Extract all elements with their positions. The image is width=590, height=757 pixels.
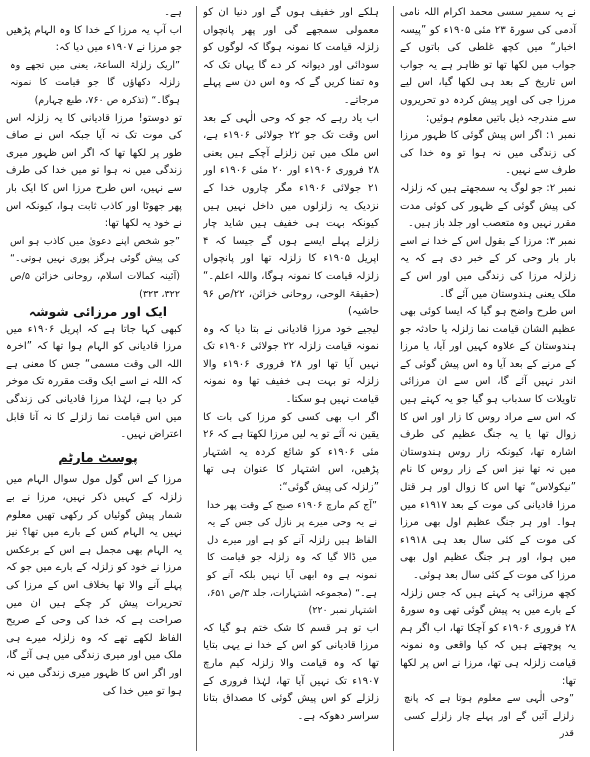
body-paragraph: کبھی کہا جاتا ہے کہ اپریل ۱۹۰۶ء میں مرزا قادیانی کو الہام ہوا تھا کہ ”اخرہ اللہ الی وقت مسمی“ جس کا معنی ہے کہ اللہ نے اسے ایک وقت مقررہ تک موخر کر دیا ہے، لہٰذا مرزا قادیانی کی زندگی میں اس قیامت نما زلزلے کا نہ آنا قابل اعتراض نہیں۔: [6, 323, 182, 441]
body-paragraph: تو دوستو! مرزا قادیانی کا یہ زلزلہ اس کی موت تک نہ آیا جبکہ اس نے صاف طور پر لکھا تھا کہ اگر اس ظہور میری زندگی میں نہ ہوا تو میں خدا کی طرف سے نہیں، اس طرح مرزا اس کا ایک بار پھر جھوٹا اور کاذب ثابت ہوا، کیونکہ اس نے خود یہ لکھا تھا:: [6, 112, 182, 230]
body-paragraph: اب یاد رہے کہ جو کہ وحی الٰہی کے بعد اس وقت تک جو ۲۲ جولائی ۱۹۰۶ء ہے، اس ملک میں تین زلزلے آچکے ہیں یعنی ۲۸ فروری ۱۹۰۶ء اور ۲۰ مئی ۱۹۰۶ء اور ۲۱ جولائی ۱۹۰۶ء مگر چاروں خدا کے نزدیک یہ زلزلوں میں داخل نہیں ہیں کیونکہ بہت ہی خفیف ہیں شاید چار زلزلے پہلے ایسے ہوں گے جیسا کہ ۴ اپریل ۱۹۰۵ء کا زلزلہ تھا اور پانچواں زلزلہ قیامت کا نمونہ ہوگا، واللہ اعلم۔“ (حقیقۃ الوحی، روحانی خزائن، ۲۲/ص ۹۶ حاشیہ): [203, 112, 380, 318]
section-heading-underlined: پوسٹ مارٹم: [58, 450, 138, 466]
body-paragraph: نمبر ۲: جو لوگ یہ سمجھتے ہیں کہ زلزلہ کی پیش گوئی کے ظہور کی کوئی مدت مقرر نہیں وہ متعصب اور جلد باز ہیں۔: [400, 182, 576, 230]
quotation-paragraph: ”اریک زلزلۃ الساعۃ، یعنی میں تجھے وہ زلزلہ دکھاؤں گا جو قیامت کا نمونہ ہوگا۔“ (تذکرہ ص ۷۶۰، طبع چہارم): [10, 59, 180, 106]
body-paragraph: نمبر ۱: اگر اس پیش گوئی کا ظہور مرزا کی زندگی میں نہ ہوا تو وہ خدا کی طرف سے نہیں۔: [400, 130, 576, 177]
column-divider: [393, 6, 394, 751]
quotation-paragraph: ”جو شخص اپنے دعویٰ میں کاذب ہو اس کی پیش گوئی ہرگز پوری نہیں ہوتی۔“ (آئینہ کمالات اسلام، روحانی خزائن ۵/ص ۳۲۲، ۳۲۳): [10, 235, 180, 300]
body-paragraph: مرزا کے اس گول مول سوال الہام میں زلزلہ کے کہیں ذکر نہیں، مرزا نے بے شمار پیش گوئیاں کر رکھی تھیں معلوم نہیں یہ الہام کس کے بارے میں تھا؟ نیز یہ الہام بھی مجمل ہے اس کے برعکس مرزا نے خود کو زلزلہ کے بارے میں جو کہ پہلے آنے والا تھا بخلاف اس کے مرزا کی تحریرات پیش کر چکے ہیں ان میں صراحت ہے کہ خدا کی وحی کے صریح الفاظ لکھے تھے کہ وہ زلزلہ میرے ہی ملک میں اور میری زندگی میں ہی آئے گا، اور اگر اس کا ظہور میری زندگی میں نہ ہوا تو میں خدا کی: [6, 474, 182, 697]
body-paragraph: اب آپ یہ مرزا کے خدا کا وہ الہام پڑھیں جو مرزا نے ۱۹۰۷ء میں دیا کہ:: [6, 24, 182, 54]
body-paragraph: ہے۔: [164, 7, 182, 18]
body-paragraph: نے یہ سمیر سسی محمد اکرام اللہ نامی آدمی کی سورۃ ۲۳ مئی ۱۹۰۵ء کو ”پیسہ اخبار“ میں کچھ غلطی کی باتوں کے جواب میں لکھا تھا تو ظاہر ہے یہ جواب اس تاریخ کے بعد ہی لکھا گیا، اس لیے مرزا جی کی اوپر پیش کردہ دو تحریروں سے مندرجہ ذیل باتیں معلوم ہوئیں:: [400, 7, 577, 124]
body-paragraph: لیجیے خود مرزا قادیانی نے بتا دیا کہ وہ نمونہ قیامت زلزلہ ۲۲ جولائی ۱۹۰۶ء تک نہیں آیا تھا اور ۲۸ فروری ۱۹۰۶ء والا زلزلہ تو بہت ہی خفیف تھا وہ نمونہ قیامت نہیں ہو سکتا۔: [203, 323, 379, 406]
section-heading: ایک اور مرزائی شوشہ: [28, 304, 168, 320]
body-paragraph: اس طرح واضح ہو گیا کہ ایسا کوئی بھی عظیم الشان قیامت نما زلزلہ یا حادثہ جو ہندوستان کے علاوہ کہیں اور آیا، یا مرزا کے مرنے کے بعد آیا وہ اس پیش گوئی کے اندر نہیں آئے گا، اس سے ان مرزائی تاویلات کا سدباب ہو گیا جو یہ کہتے ہیں کہ اس سے مراد روس کا زار اور اس کا زوال تھا یا یہ جنگ عظیم کی طرف اشارہ تھا، کیونکہ زار روس ہندوستان میں نہ تھا نیز اس کے زار روس کا نام ”نیکولاس“ تھا اس کا زوال اور ہر قتل مرزا قادیانی کی موت کے بعد ۱۹۱۷ء میں ہوا۔ اور ہر جنگ عظیم اول بھی مرزا کی موت کے کئی سال بعد ہی ۱۹۱۸ء میں ہوا، اور ہر جنگ عظیم اول بھی مرزا کی موت کے کئی سال بعد ہوئی۔: [400, 306, 576, 581]
body-paragraph: کچھ مرزائی یہ کہتے ہیں کہ جس زلزلہ کے بارے میں یہ پیش گوئی تھی وہ سورۃ ۲۸ فروری ۱۹۰۶ء کو آچکا تھا، اب اگر ہم یہ پوچھتے ہیں کہ کیا واقعی وہ نمونہ قیامت زلزلہ ہی تھا، مرزا نے اس پر لکھا تھا:: [400, 587, 577, 687]
quotation-paragraph: ”آج کم مارچ ۱۹۰۶ء صبح کے وقت پھر خدا نے یہ وحی میرے پر نازل کی جس کے یہ الفاظ ہیں زلزلہ آنے کو ہے اور میرے دل میں ڈالا گیا کہ وہ زلزلہ جو قیامت کا نمونہ ہے وہ ابھی آیا نہیں بلکہ آنے کو ہے۔“ (مجموعہ اشتہارات، جلد ۳/ص ۶۵۱، اشتہار نمبر ۲۲۰): [207, 499, 377, 617]
body-paragraph: نمبر ۳: مرزا کے بقول اس کے خدا نے اسے بار بار وحی کر کے خبر دی ہے کہ یہ زلزلہ مرزا کی زندگی میں اور اس کے ملک یعنی ہندوستان میں آئے گا۔: [400, 235, 576, 300]
text-column-left: [6, 4, 190, 757]
column-divider: [196, 6, 197, 751]
body-paragraph: ہلکے اور خفیف ہوں گے اور دنیا ان کو معمولی سمجھے گی اور پھر پانچواں زلزلہ قیامت کا نمونہ ہوگا کہ لوگوں کو سودائی اور دیوانہ کر دے گا یہاں تک کہ وہ تمنا کریں گے کہ وہ اس دن سے پہلے مرجاتے۔: [203, 7, 379, 106]
quotation-paragraph: ”وحی الٰہی سے معلوم ہوتا ہے کہ پانچ زلزلے آئیں گے اور پہلے چار زلزلے کسی قدر: [404, 693, 574, 740]
body-paragraph: اگر اب بھی کسی کو مرزا کی بات کا یقین نہ آئے تو یہ لیں مرزا لکھتا ہے کہ ۲۶ مئی ۱۹۰۶ء کو شائع کردہ یہ اشتہار پڑھیں، اس اشتہار کا عنوان ہی تھا ”زلزلہ کی پیش گوئی“:: [203, 411, 379, 494]
body-paragraph: اب تو ہر قسم کا شک ختم ہو گیا کہ مرزا قادیانی کو اس کے خدا نے یہی بتایا تھا کہ وہ قیامت والا زلزلہ کیم مارچ ۱۹۰۷ء تک نہیں آیا تھا، لہٰذا فروری کے زلزلے کو اس پیش گوئی کا مصداق بتانا سراسر دھوکہ ہے۔: [203, 622, 379, 722]
text-column-middle: [203, 4, 387, 757]
text-column-right: [400, 4, 584, 757]
